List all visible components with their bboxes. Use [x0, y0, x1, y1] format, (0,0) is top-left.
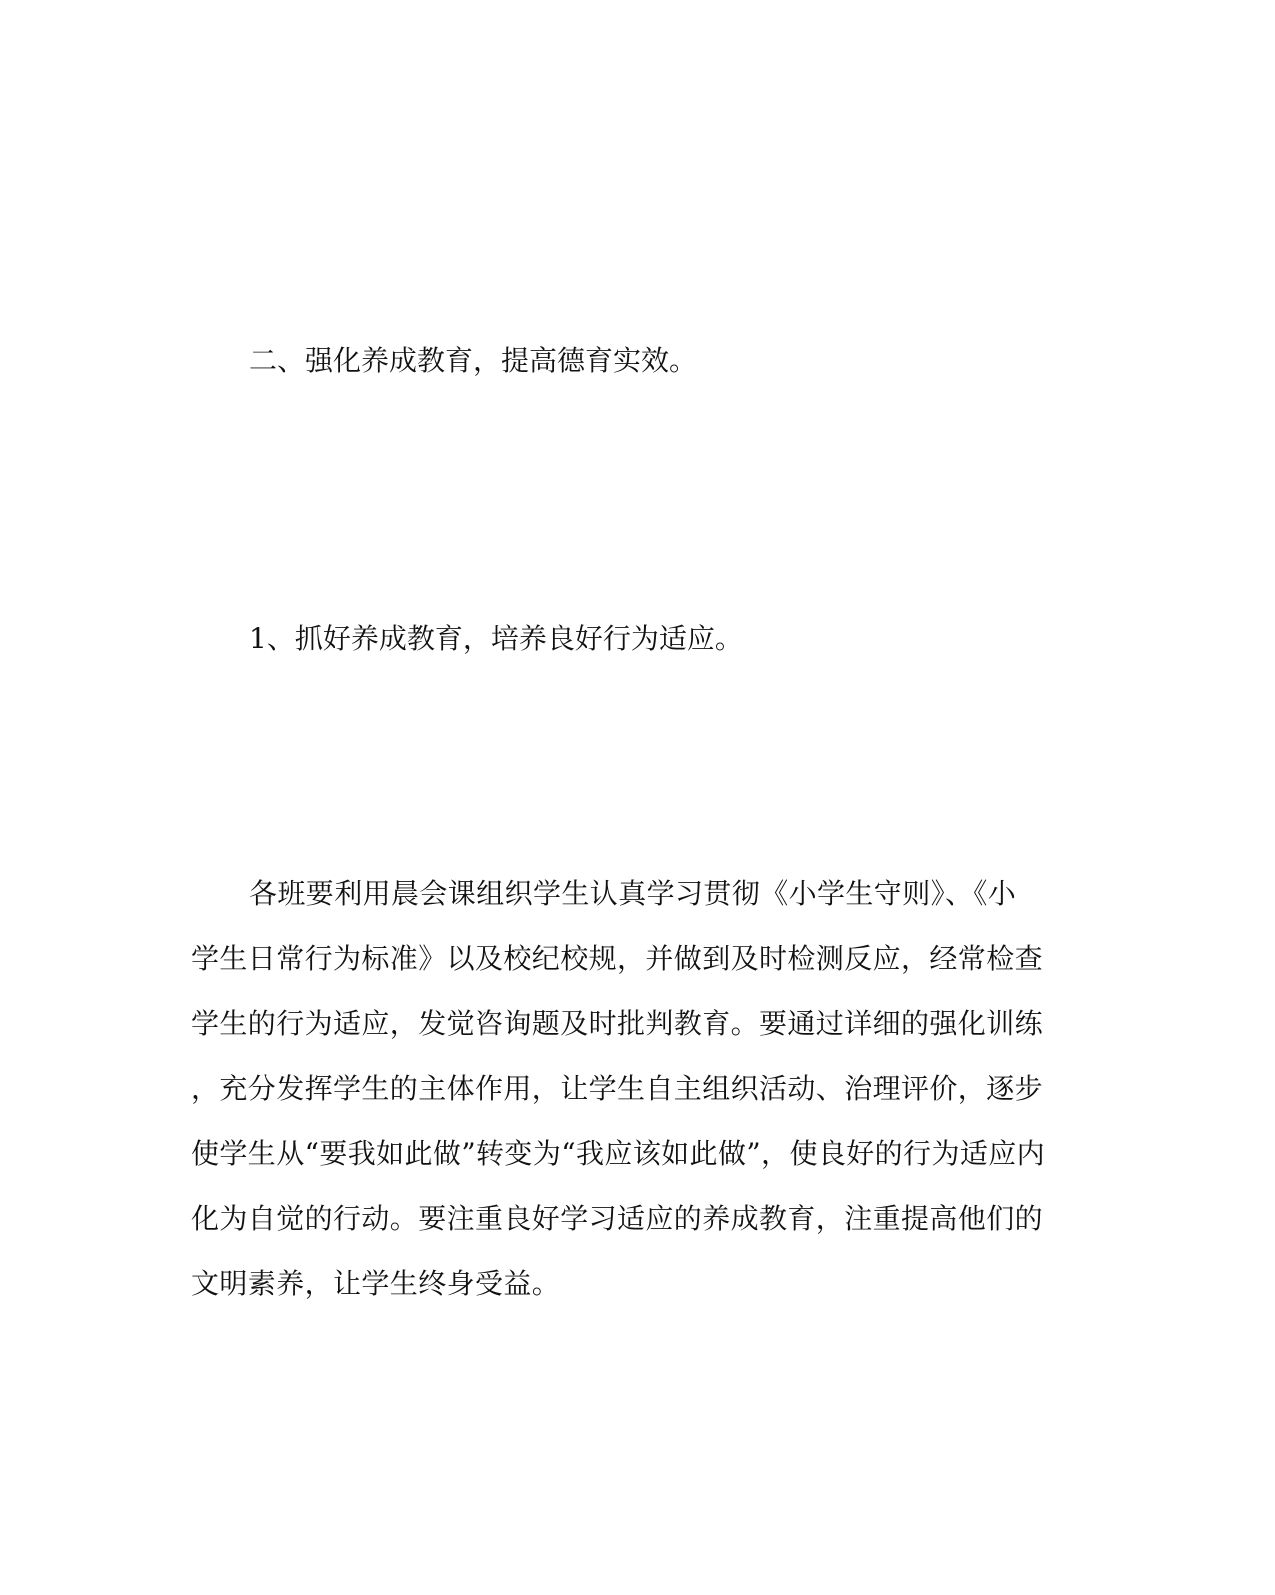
paragraph-line: 学生日常行为标准》以及校纪校规，并做到及时检测反应，经常检查	[191, 942, 1044, 975]
body-paragraph	[191, 871, 1061, 1326]
paragraph-line: 文明素养，让学生终身受益。	[191, 1267, 561, 1300]
paragraph-line: 各班要利用晨会课组织学生认真学习贯彻《小学生守则》、《小	[249, 877, 1017, 910]
sub-heading: 1、抓好养成教育，培养良好行为适应。	[249, 622, 743, 655]
section-heading: 二、强化养成教育，提高德育实效。	[249, 344, 698, 377]
paragraph-line: ，充分发挥学生的主体作用，让学生自主组织活动、治理评价，逐步	[191, 1072, 1044, 1105]
paragraph-line: 化为自觉的行动。要注重良好学习适应的养成教育，注重提高他们的	[191, 1202, 1044, 1235]
paragraph-line: 学生的行为适应，发觉咨询题及时批判教育。要通过详细的强化训练	[191, 1007, 1044, 1040]
paragraph-line: 使学生从“要我如此做”转变为“我应该如此做”，使良好的行为适应内	[191, 1137, 1046, 1170]
